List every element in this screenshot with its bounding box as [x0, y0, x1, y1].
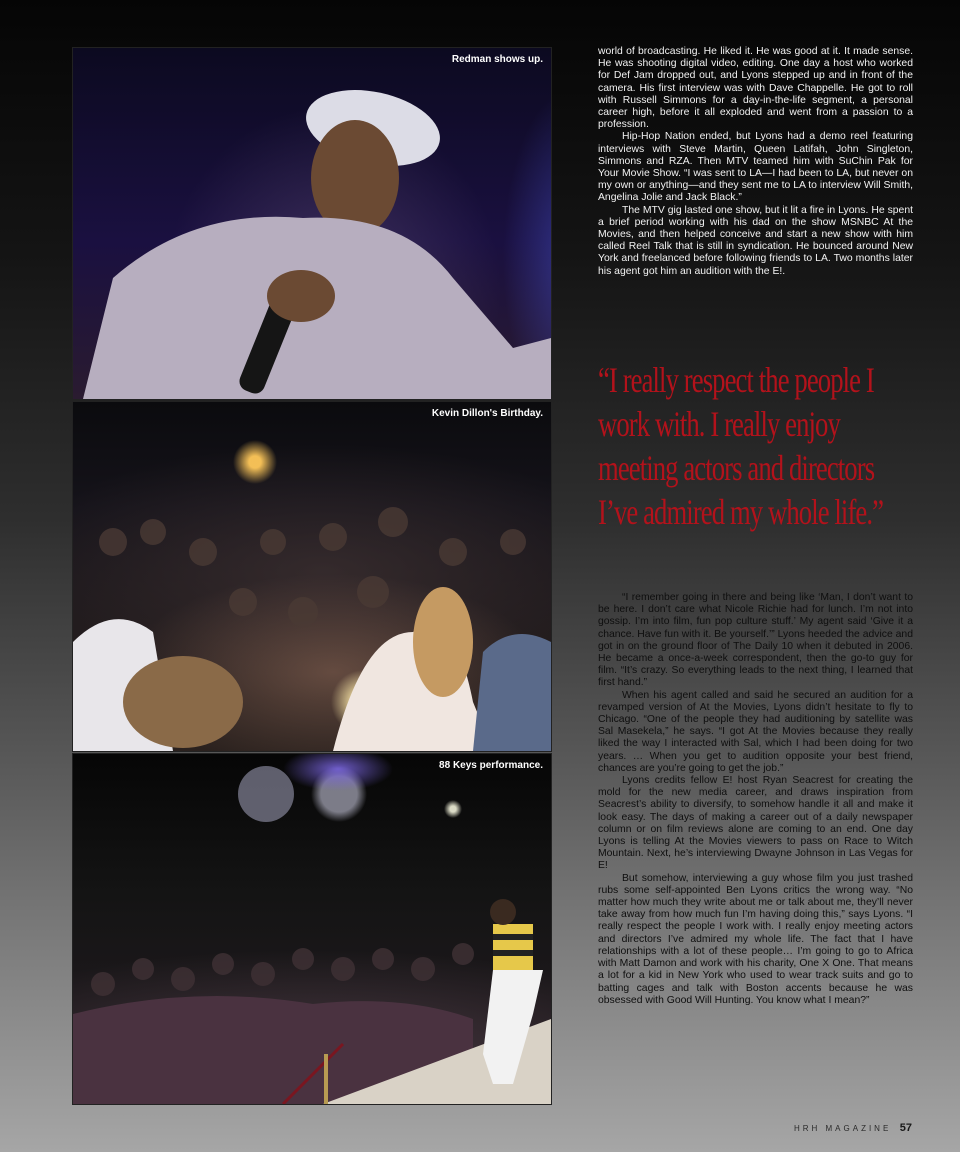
pull-quote: “I really respect the people I work with. I really enjoy meeting actors and directors I’ve admired my whole life.” — [598, 360, 884, 532]
page-number: 57 — [899, 1122, 912, 1134]
photo-caption: 88 Keys performance. — [439, 760, 543, 771]
photo-birthday-scene — [73, 402, 551, 751]
paragraph: But somehow, interviewing a guy whose film you just trashed rubs some self-appointed Ben Lyons critics the wrong way. “No matter how much they write about me or talk about me, they’ll never take away from how much fun I’m having doing this,” says Lyons. “I really respect the people I work with. I really enjoy meeting actors and directors I’ve admired my whole life. The fact that I have relationships with a lot of these people… I’m going to go to Africa with Matt Damon and work with his charity, One X One. That means a lot for a kid in New York who used to wear track suits and go to batting cages and talk with Boston accents because he was obsessed with Good Will Hunting. You know what I mean?” — [598, 872, 913, 1006]
paragraph: Hip-Hop Nation ended, but Lyons had a demo reel featuring interviews with Steve Martin, Queen Latifah, John Singleton, Simmons and RZA. Then MTV teamed him with SuChin Pak for Your Movie Show. “I was sent to LA—I had been to LA, but never on my own or anything—and they sent me to LA to interview Will Smith, Angelina Jolie and Jack Black.” — [598, 131, 913, 204]
photo-redman-scene — [73, 48, 551, 399]
paragraph: The MTV gig lasted one show, but it lit a fire in Lyons. He spent a brief period working with his dad on the show MSNBC At the Movies, and then helped conceive and start a new show with him called Reel Talk that is still in syndication. He bounced around New York and freelanced before following friends to LA. Two months later his agent got him an audition with the E!. — [598, 204, 913, 277]
page-footer — [794, 1118, 912, 1136]
paragraph: Lyons credits fellow E! host Ryan Seacrest for creating the mold for the new media career, and draws inspiration from Seacrest’s ability to diversify, to somehow handle it all and make it look easy. The days of making a career out of a daily newspaper column or on film reviews alone are coming to an end. One day Lyons is telling At the Movies viewers to pass on Race to Witch Mountain. Next, he’s interviewing Dwayne Johnson in Las Vegas for E! — [598, 775, 913, 872]
paragraph: “I remember going in there and being like ‘Man, I don’t want to be here. I don’t care what Nicole Richie had for lunch. I’m not into gossip. I’m into film, fun pop culture stuff.’ My agent said ‘Give it a chance. Have fun with it. Be yourself.’” Lyons heeded the advice and got in on the ground floor of The Daily 10 when it debuted in 2006. He became a once-a-week correspondent, then the go-to guy for film. “It’s crazy. So everything leads to the next thing, I learned that first hand.” — [598, 592, 913, 689]
photo-birthday — [72, 401, 552, 752]
magazine-name: HRH MAGAZINE — [793, 1124, 892, 1133]
paragraph: world of broadcasting. He liked it. He was good at it. It made sense. He was shooting digital video, editing. One day a host who worked for Def Jam dropped out, and Lyons stepped up and in front of the camera. His first interview was with Dave Chappelle. He got to roll with Russell Simmons for a day-in-the-life segment, a personal career high, before it all exploded and went from a passion to a profession. — [598, 46, 913, 131]
article-column-top — [598, 46, 913, 278]
photo-caption: Redman shows up. — [451, 54, 543, 65]
photo-redman — [72, 47, 552, 400]
photo-caption: Kevin Dillon's Birthday. — [431, 408, 543, 419]
photo-88-keys-scene — [73, 754, 551, 1104]
paragraph: When his agent called and said he secured an audition for a revamped version of At the Movies, Lyons didn’t hesitate to fly to Chicago. “One of the people they had auditioning by satellite was Sal Masekela,” he says. “I got At the Movies because they really liked the way I interacted with Sal, which I had been doing for two years. … When you get to audition opposite your best friend, chances are you’re going to get the job.” — [598, 689, 913, 774]
article-column-bottom — [598, 592, 913, 1007]
photo-88-keys — [72, 753, 552, 1105]
